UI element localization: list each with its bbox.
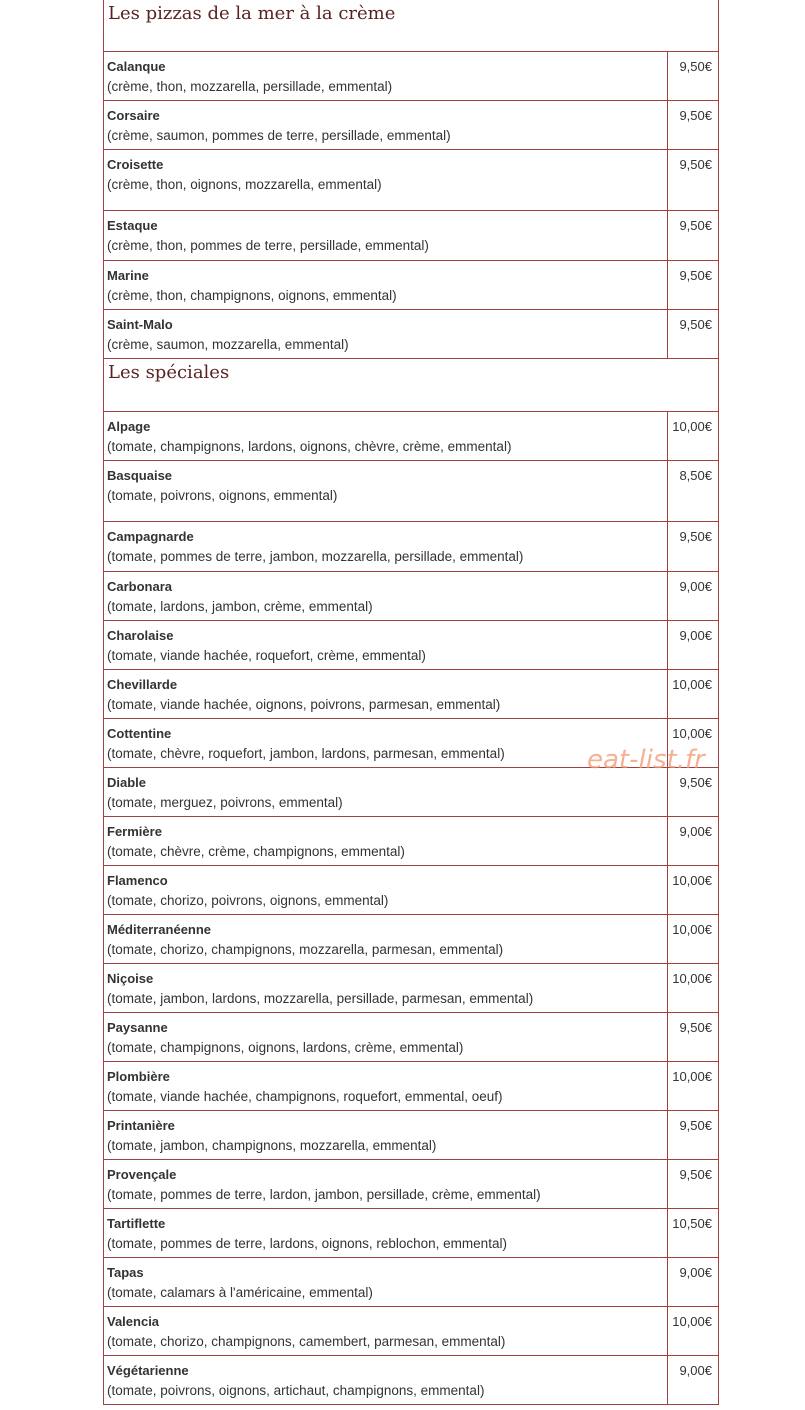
- menu-row: [103, 211, 719, 261]
- menu-row: [103, 572, 719, 621]
- item-ingredients: (tomate, chorizo, champignons, camembert, parmesan, emmental): [107, 1334, 506, 1349]
- item-name: Méditerranéenne: [107, 922, 212, 937]
- item-ingredients: (tomate, champignons, lardons, oignons, chèvre, crème, emmental): [107, 439, 512, 454]
- menu-row: [103, 1062, 719, 1111]
- item-name: Fermière: [107, 824, 162, 839]
- item-ingredients: (tomate, pommes de terre, lardons, oignons, reblochon, emmental): [107, 1236, 507, 1251]
- section-title-mer: [103, 0, 719, 52]
- section-title-text: Les spéciales: [108, 362, 230, 383]
- item-ingredients: (crème, thon, champignons, oignons, emmental): [107, 288, 397, 303]
- item-name: Basquaise: [107, 468, 173, 483]
- item-desc-cell: [104, 211, 668, 260]
- item-ingredients: (tomate, pommes de terre, jambon, mozzarella, persillade, emmental): [107, 549, 524, 564]
- menu-row: [103, 1209, 719, 1258]
- item-ingredients: (crème, thon, mozzarella, persillade, emmental): [107, 79, 393, 94]
- item-desc-cell: [104, 768, 668, 816]
- item-name: Carbonara: [107, 579, 173, 594]
- item-price: 9,50€: [679, 268, 712, 283]
- item-name: Chevillarde: [107, 677, 178, 692]
- item-price: 9,00€: [679, 1265, 712, 1280]
- item-ingredients: (tomate, viande hachée, roquefort, crème, emmental): [107, 648, 426, 663]
- menu-row: [103, 52, 719, 101]
- item-ingredients: (tomate, chorizo, champignons, mozzarella, parmesan, emmental): [107, 942, 504, 957]
- menu-row: [103, 261, 719, 310]
- section-title-speciales: [103, 359, 719, 412]
- menu-row: [103, 1013, 719, 1062]
- menu-row: [103, 522, 719, 572]
- item-price: 9,00€: [679, 628, 712, 643]
- menu-row: [103, 1258, 719, 1307]
- item-ingredients: (tomate, jambon, lardons, mozzarella, persillade, parmesan, emmental): [107, 991, 534, 1006]
- menu-row: [103, 150, 719, 211]
- item-ingredients: (tomate, chèvre, roquefort, jambon, lardons, parmesan, emmental): [107, 746, 505, 761]
- item-name: Végétarienne: [107, 1363, 189, 1378]
- item-price: 10,00€: [672, 922, 712, 937]
- item-price: 9,50€: [679, 1167, 712, 1182]
- item-ingredients: (tomate, poivrons, oignons, emmental): [107, 488, 338, 503]
- item-ingredients: (crème, thon, pommes de terre, persillade, emmental): [107, 238, 429, 253]
- item-price: 9,50€: [679, 1020, 712, 1035]
- item-ingredients: (tomate, poivrons, oignons, artichaut, champignons, emmental): [107, 1383, 485, 1398]
- item-desc-cell: [104, 261, 668, 309]
- item-price: 9,50€: [679, 218, 712, 233]
- item-price: 10,00€: [672, 873, 712, 888]
- item-ingredients: (tomate, pommes de terre, lardon, jambon, persillade, crème, emmental): [107, 1187, 541, 1202]
- section-title-text: Les pizzas de la mer à la crème: [108, 3, 396, 24]
- menu-row: [103, 621, 719, 670]
- menu-table: [103, 0, 719, 1405]
- item-desc-cell: [104, 522, 668, 571]
- menu-row: [103, 1111, 719, 1160]
- item-name: Calanque: [107, 59, 166, 74]
- item-name: Saint-Malo: [107, 317, 173, 332]
- item-price: 9,50€: [679, 775, 712, 790]
- item-name: Croisette: [107, 157, 164, 172]
- item-price: 9,00€: [679, 579, 712, 594]
- item-desc-cell: [104, 1160, 668, 1208]
- menu-row: [103, 670, 719, 719]
- item-name: Printanière: [107, 1118, 175, 1133]
- item-price: 9,50€: [679, 59, 712, 74]
- item-ingredients: (tomate, chorizo, poivrons, oignons, emmental): [107, 893, 389, 908]
- item-name: Provençale: [107, 1167, 177, 1182]
- menu-row: [103, 1356, 719, 1405]
- item-desc-cell: [104, 915, 668, 963]
- item-desc-cell: [104, 621, 668, 669]
- item-desc-cell: [104, 1111, 668, 1159]
- item-desc-cell: [104, 1209, 668, 1257]
- menu-row: [103, 817, 719, 866]
- item-desc-cell: [104, 412, 668, 460]
- item-desc-cell: [104, 52, 668, 100]
- menu-row: [103, 1307, 719, 1356]
- item-desc-cell: [104, 719, 668, 767]
- item-ingredients: (tomate, calamars à l'américaine, emmental): [107, 1285, 373, 1300]
- item-price: 10,00€: [672, 726, 712, 741]
- item-ingredients: (tomate, merguez, poivrons, emmental): [107, 795, 343, 810]
- menu-row: [103, 1160, 719, 1209]
- item-price: 10,00€: [672, 677, 712, 692]
- item-name: Flamenco: [107, 873, 168, 888]
- item-price: 8,50€: [679, 468, 712, 483]
- item-desc-cell: [104, 101, 668, 149]
- item-price: 9,50€: [679, 157, 712, 172]
- item-desc-cell: [104, 964, 668, 1012]
- menu-row: [103, 768, 719, 817]
- item-desc-cell: [104, 461, 668, 521]
- item-desc-cell: [104, 1307, 668, 1355]
- menu-row: [103, 461, 719, 522]
- item-price: 9,50€: [679, 1118, 712, 1133]
- menu-row: [103, 915, 719, 964]
- item-desc-cell: [104, 1062, 668, 1110]
- menu-row: [103, 310, 719, 359]
- item-name: Corsaire: [107, 108, 160, 123]
- item-price: 10,00€: [672, 971, 712, 986]
- item-desc-cell: [104, 572, 668, 620]
- item-price: 10,50€: [672, 1216, 712, 1231]
- item-name: Niçoise: [107, 971, 154, 986]
- item-ingredients: (tomate, viande hachée, champignons, roquefort, emmental, oeuf): [107, 1089, 503, 1104]
- item-desc-cell: [104, 310, 668, 358]
- item-desc-cell: [104, 670, 668, 718]
- item-name: Paysanne: [107, 1020, 168, 1035]
- item-name: Estaque: [107, 218, 158, 233]
- menu-row: [103, 101, 719, 150]
- item-name: Tapas: [107, 1265, 144, 1280]
- item-price: 9,00€: [679, 824, 712, 839]
- item-name: Plombière: [107, 1069, 170, 1084]
- item-price: 9,00€: [679, 1363, 712, 1378]
- item-ingredients: (tomate, viande hachée, oignons, poivrons, parmesan, emmental): [107, 697, 501, 712]
- item-desc-cell: [104, 150, 668, 210]
- item-price: 9,50€: [679, 108, 712, 123]
- item-ingredients: (tomate, jambon, champignons, mozzarella, emmental): [107, 1138, 437, 1153]
- menu-row: [103, 866, 719, 915]
- item-name: Tartiflette: [107, 1216, 166, 1231]
- item-name: Charolaise: [107, 628, 174, 643]
- menu-row: [103, 412, 719, 461]
- item-name: Marine: [107, 268, 149, 283]
- item-price: 10,00€: [672, 419, 712, 434]
- watermark: eat-list.fr: [587, 745, 705, 775]
- item-desc-cell: [104, 1258, 668, 1306]
- item-name: Alpage: [107, 419, 151, 434]
- item-price: 9,50€: [679, 529, 712, 544]
- item-ingredients: (crème, thon, oignons, mozzarella, emmental): [107, 177, 382, 192]
- item-price: 10,00€: [672, 1314, 712, 1329]
- item-desc-cell: [104, 866, 668, 914]
- item-desc-cell: [104, 1013, 668, 1061]
- item-price: 10,00€: [672, 1069, 712, 1084]
- item-price: 9,50€: [679, 317, 712, 332]
- item-name: Campagnarde: [107, 529, 194, 544]
- menu-row: [103, 964, 719, 1013]
- item-ingredients: (tomate, chèvre, crème, champignons, emmental): [107, 844, 405, 859]
- item-name: Cottentine: [107, 726, 172, 741]
- item-ingredients: (crème, saumon, pommes de terre, persillade, emmental): [107, 128, 451, 143]
- item-ingredients: (tomate, champignons, oignons, lardons, crème, emmental): [107, 1040, 464, 1055]
- item-desc-cell: [104, 817, 668, 865]
- item-ingredients: (tomate, lardons, jambon, crème, emmental): [107, 599, 373, 614]
- item-name: Diable: [107, 775, 147, 790]
- item-name: Valencia: [107, 1314, 160, 1329]
- item-ingredients: (crème, saumon, mozzarella, emmental): [107, 337, 349, 352]
- item-desc-cell: [104, 1356, 668, 1404]
